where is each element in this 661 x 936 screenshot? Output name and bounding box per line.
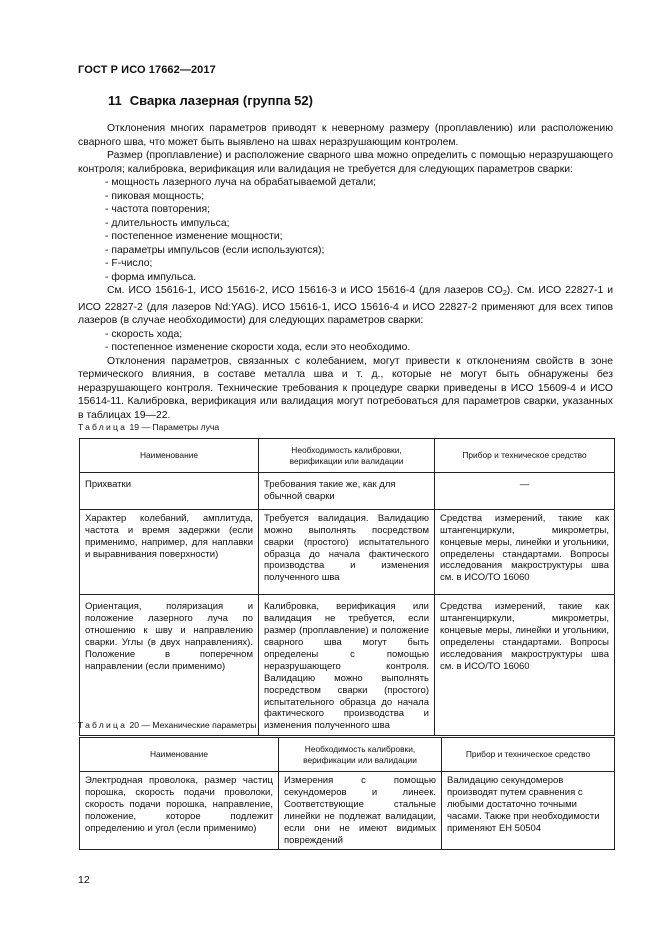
- table-cell: Измерения с помощью секундомеров и линеек. Соответствующие стальные линейки не подлежат валидации, если они не имеют видимых повреждений: [279, 772, 442, 850]
- co2-subscript: 2: [502, 290, 507, 297]
- table-cell: Валидацию секундомеров производят путем сравнения с любыми достаточно точными часами. Также при необходимости применяют ЕН 50504: [442, 772, 615, 850]
- paragraph-standards: [78, 284, 613, 328]
- standard-header: ГОСТ Р ИСО 17662—2017: [78, 64, 216, 76]
- table-cell: Электродная проволока, размер частиц порошка, скорость подачи проволоки, скорость подачи порошка, направление, положение, которое подлежит определению и угол (если применимо): [80, 772, 279, 850]
- caption-text: 19 — Параметры луча: [129, 422, 220, 432]
- column-header: Прибор и техническое средство: [442, 738, 615, 772]
- table19-caption: [78, 422, 219, 432]
- list-item: - скорость хода;: [105, 328, 183, 340]
- table-row: [80, 595, 615, 736]
- table-cell: Требуется валидация. Валидацию можно выполнять посредством сварки (простого) испытательного образца до начала фактического производства и изменения полученного шва: [259, 509, 435, 594]
- column-header: Прибор и техническое средство: [435, 439, 615, 473]
- table-cell: Калибровка, верификация или валидация не требуется, если размер (проплавление) и положение сварного шва могут быть определены с помощью неразрушающего контроля. Валидацию можно выполнять посредством сварки (простого) испытательного образца до начала фактического производства и изменения полученного шва: [259, 595, 435, 736]
- page-number: 12: [78, 874, 90, 886]
- column-header: Наименование: [80, 738, 279, 772]
- paragraph-oscillation: Отклонения параметров, связанных с колебанием, могут привести к отклонениям свойств в зоне термического влияния, в составе металла шва и т. д., которые не могут быть обнаружены без неразрушающего контроля. Технические требования к процедуре сварки приведены в ИСО 15609-4 и ИСО 15614-11. Калибровка, верификация или валидация могут потребоваться для параметров сварки, указанных в таблицах 19—22.: [78, 355, 613, 421]
- list-item: - параметры импульсов (если используются);: [105, 244, 325, 256]
- list-item: - мощность лазерного луча на обрабатываемой детали;: [105, 177, 377, 188]
- list-item: - частота повторения;: [105, 204, 210, 215]
- table-cell: Средства измерений, такие как штангенциркули, микрометры, концевые меры, линейки и угольники, определены стандартами. Вопросы исследования макроструктуры шва см. в ИСО/ТО 16060: [435, 509, 615, 594]
- list-item: - длительность импульса;: [105, 217, 230, 229]
- section-number: 11: [108, 93, 122, 108]
- body-text: [78, 122, 613, 422]
- list-item: - постепенное изменение скорости хода, если это необходимо.: [105, 342, 411, 353]
- table19: [79, 438, 615, 736]
- table-row: [80, 772, 615, 850]
- table-header-row: [80, 439, 615, 473]
- list-item: - пиковая мощность;: [105, 190, 205, 202]
- list-item: - форма импульса.: [105, 271, 197, 283]
- section-title-text: Сварка лазерная (группа 52): [129, 93, 313, 108]
- table-cell: —: [435, 473, 615, 510]
- table-cell: Средства измерений, такие как штангенциркули, микрометры, концевые меры, линейки и угольники, определены стандартами. Вопросы исследования макроструктуры шва см. в ИСО/ТО 16060: [435, 595, 615, 736]
- caption-prefix: Таблица: [78, 720, 128, 730]
- paragraph-deviations: Отклонения многих параметров приводят к неверному размеру (проплавлению) или расположению сварного шва, что может быть выявлено на швах неразрушающим контролем.: [78, 123, 613, 148]
- table-row: [80, 509, 615, 594]
- table-cell: Ориентация, поляризация и положение лазерного луча по отношению к шву и направлению сварки. Углы (в двух направлениях). Положение в поперечном направлении (если применимо): [80, 595, 259, 736]
- table20-caption: [78, 720, 256, 730]
- table20: [79, 737, 615, 850]
- standards-text-a: См. ИСО 15616-1, ИСО 15616-2, ИСО 15616-3 и ИСО 15616-4 (для лазеров CO: [107, 285, 503, 296]
- caption-text: 20 — Механические параметры: [129, 720, 257, 730]
- table-row: [80, 473, 615, 510]
- section-title: [108, 93, 313, 108]
- column-header: Необходимость калибровки, верификации или валидации: [279, 738, 442, 772]
- paragraph-ndt: Размер (проплавление) и расположение сварного шва можно определить с помощью неразрушающего контроля; калибровка, верификация или валидация не требуется для следующих параметров сварки:: [78, 150, 613, 175]
- table-cell: Требования такие же, как для обычной сварки: [259, 473, 435, 510]
- table-cell: Прихватки: [80, 473, 259, 510]
- column-header: Наименование: [80, 439, 259, 473]
- table-cell: Характер колебаний, амплитуда, частота и время задержки (если применимо, например, для наплавки и выравнивания поверхности): [80, 509, 259, 594]
- caption-prefix: Таблица: [78, 422, 128, 432]
- standards-text-b: ). См. ИСО 22827-1 и ИСО 22827-2 (для лазеров Nd:YAG). ИСО 15616-1, ИСО 15616-4 и ИСО 22827-2 применяют для всех типов лазеров (в случае необходимости) для следующих параметров сварки:: [78, 285, 613, 326]
- list-item: - постепенное изменение мощности;: [105, 231, 283, 242]
- column-header: Необходимость калибровки, верификации или валидации: [259, 439, 435, 473]
- table-header-row: [80, 738, 615, 772]
- list-item: - F-число;: [105, 258, 153, 269]
